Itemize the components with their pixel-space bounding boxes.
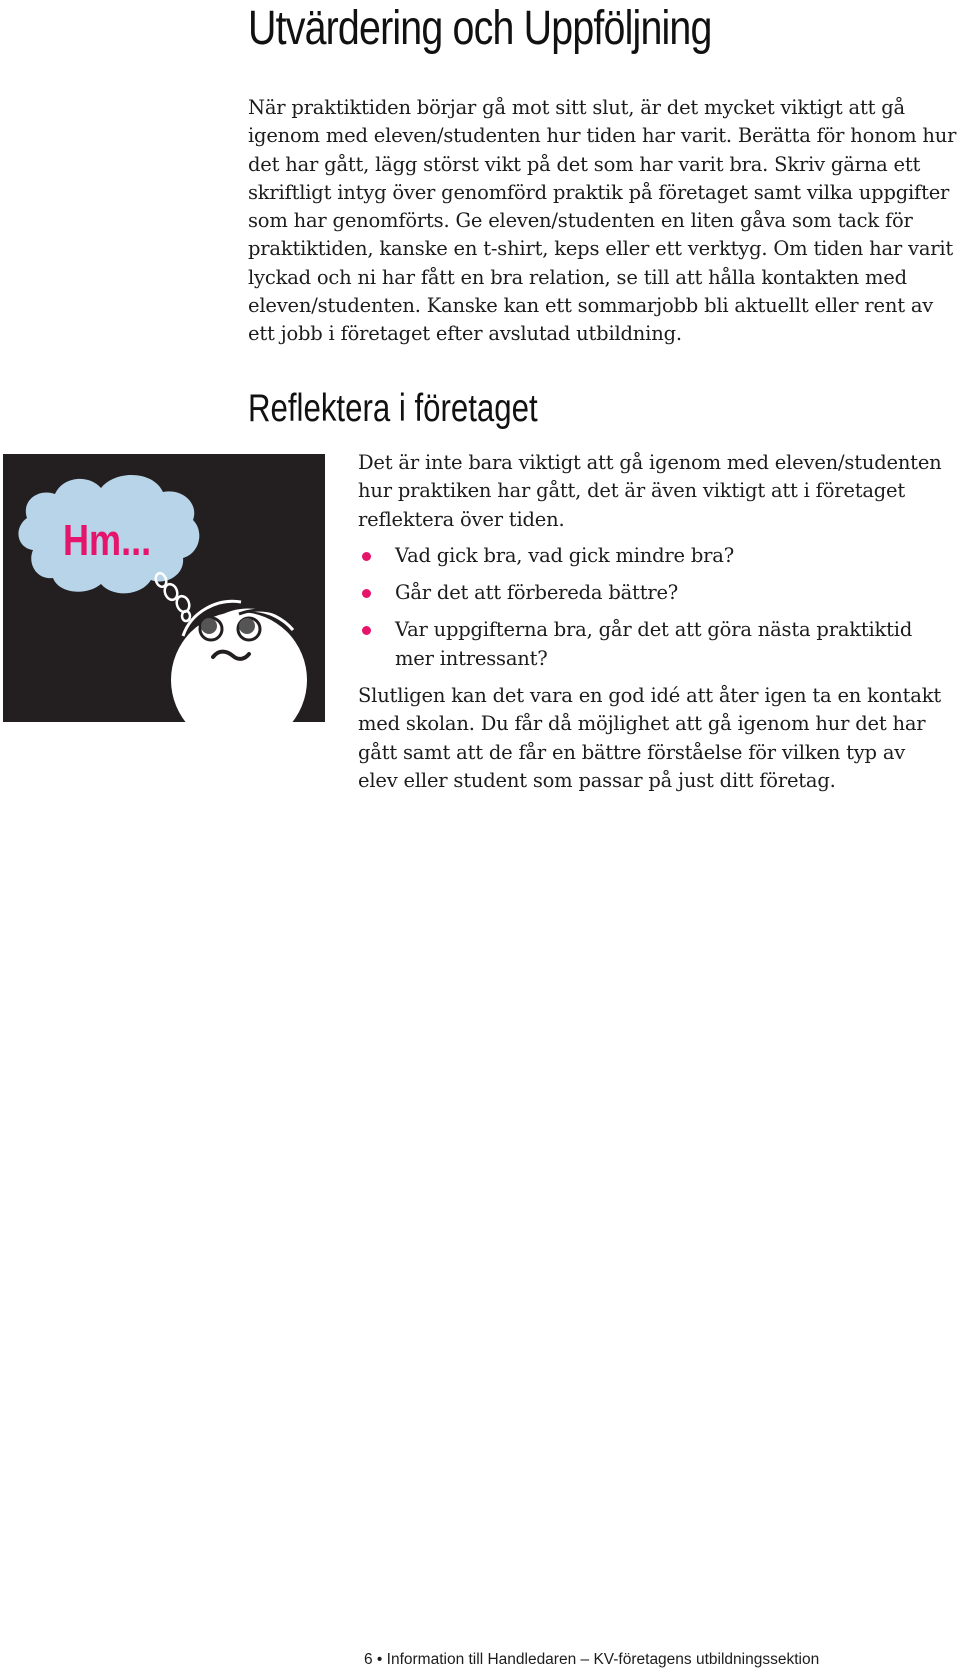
reflect-bullet-list bbox=[358, 542, 948, 673]
reflect-section-body bbox=[358, 449, 948, 795]
reflect-paragraph: Det är inte bara viktigt att gå igenom med eleven/studenten hur praktiken har gått, det är även viktigt att i företaget reflektera över tiden. bbox=[358, 451, 942, 531]
thought-text: Hm... bbox=[63, 515, 152, 565]
list-item bbox=[358, 616, 948, 673]
bullet-text: Vad gick bra, vad gick mindre bra? bbox=[395, 543, 734, 567]
page-footer: 6 • Information till Handledaren – KV-företagens utbildningssektion bbox=[364, 1651, 820, 1668]
list-item bbox=[358, 579, 948, 607]
bullet-dot-icon bbox=[362, 626, 371, 635]
page-title: Utvärdering och Uppföljning bbox=[248, 2, 712, 55]
list-item bbox=[358, 542, 948, 570]
closing-paragraph: Slutligen kan det vara en god idé att åter igen ta en kontakt med skolan. Du får då möjlighet att gå igenom hur det har gått samt att de får en bättre förståelse för vilken typ av elev eller student som passar på just ditt företag. bbox=[358, 684, 941, 792]
bullet-text: Går det att förbereda bättre? bbox=[395, 581, 679, 605]
thought-bubble-icon bbox=[18, 475, 199, 621]
section-title-reflektera: Reflektera i företaget bbox=[248, 387, 538, 430]
bullet-dot-icon bbox=[362, 552, 371, 561]
intro-paragraph: När praktiktiden börjar gå mot sitt slut, är det mycket viktigt att gå igenom med eleven/studenten hur tiden har varit. Berätta för honom hur det har gått, lägg störst vikt på det som har varit bra. Skriv gärna ett skriftligt intyg över genomförd praktik på företaget samt vilka uppgifter som har genomförts. Ge eleven/studenten en liten gåva som tack för praktiktiden, kanske en t-shirt, keps eller ett verktyg. Om tiden har varit lyckad och ni har fått en bra relation, se till att hålla kontakten med eleven/studenten. Kanske kan ett sommarjobb bli aktuellt eller rent av ett jobb i företaget efter avslutad utbildning. bbox=[248, 96, 957, 346]
bullet-dot-icon bbox=[362, 589, 371, 598]
bullet-text: Var uppgifterna bra, går det att göra nästa praktiktid mer intressant? bbox=[395, 618, 913, 670]
thinking-face-icon bbox=[171, 601, 307, 722]
thinking-illustration bbox=[3, 454, 325, 722]
